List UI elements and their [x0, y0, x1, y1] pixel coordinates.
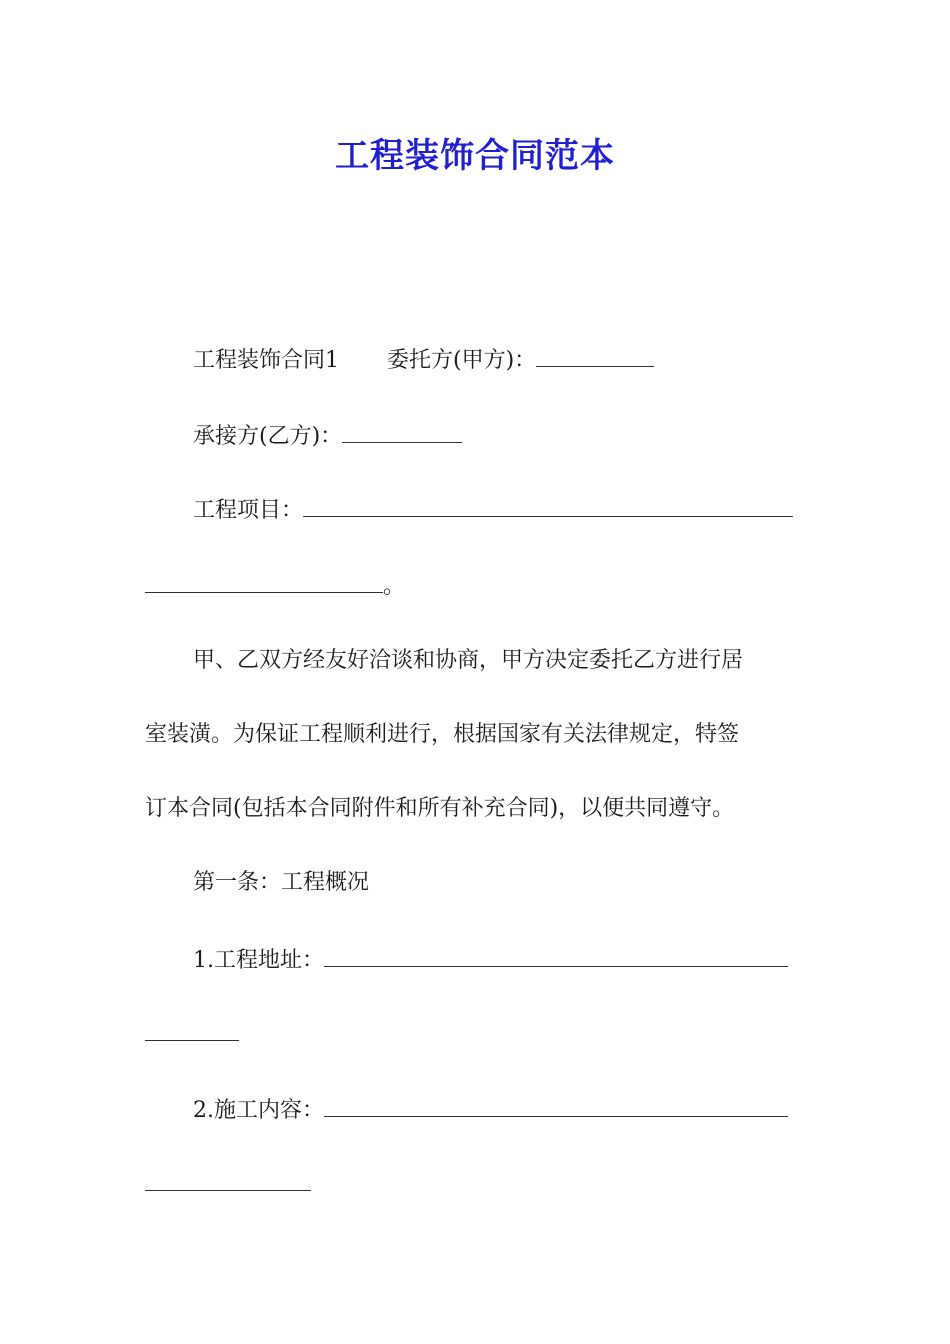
party-b-blank [342, 420, 462, 443]
address-label: 1.工程地址： [193, 948, 324, 973]
content-blank-continued [145, 1168, 311, 1191]
party-b-line [193, 420, 462, 452]
document-title: 工程装饰合同范本 [335, 136, 615, 176]
content-label: 2.施工内容： [193, 1098, 324, 1123]
article-heading: 第一条：工程概况 [193, 870, 370, 895]
address-blank-continued [145, 1018, 239, 1041]
content-continuation-line [145, 1168, 311, 1200]
project-blank-continued [145, 570, 383, 593]
project-continuation-line [145, 570, 405, 602]
project-blank [303, 494, 793, 517]
address-blank [324, 944, 788, 967]
content-blank [324, 1094, 788, 1117]
party-a-line [193, 344, 654, 376]
paragraph-line: 甲、乙双方经友好洽谈和协商，甲方决定委托乙方进行居 [193, 648, 744, 673]
project-line [193, 494, 793, 526]
contract-label: 工程装饰合同1 [193, 348, 339, 373]
party-a-blank [536, 344, 654, 367]
paragraph-line: 室装潢。为保证工程顺利进行，根据国家有关法律规定，特签 [145, 722, 740, 747]
content-line [193, 1094, 788, 1126]
party-b-label: 承接方(乙方)： [193, 424, 343, 449]
party-a-label: 委托方(甲方)： [387, 348, 537, 373]
address-line [193, 944, 788, 976]
project-label: 工程项目： [193, 498, 304, 523]
paragraph-line: 订本合同(包括本合同附件和所有补充合同)，以便共同遵守。 [145, 796, 735, 821]
period: 。 [383, 574, 406, 599]
address-continuation-line [145, 1018, 239, 1050]
